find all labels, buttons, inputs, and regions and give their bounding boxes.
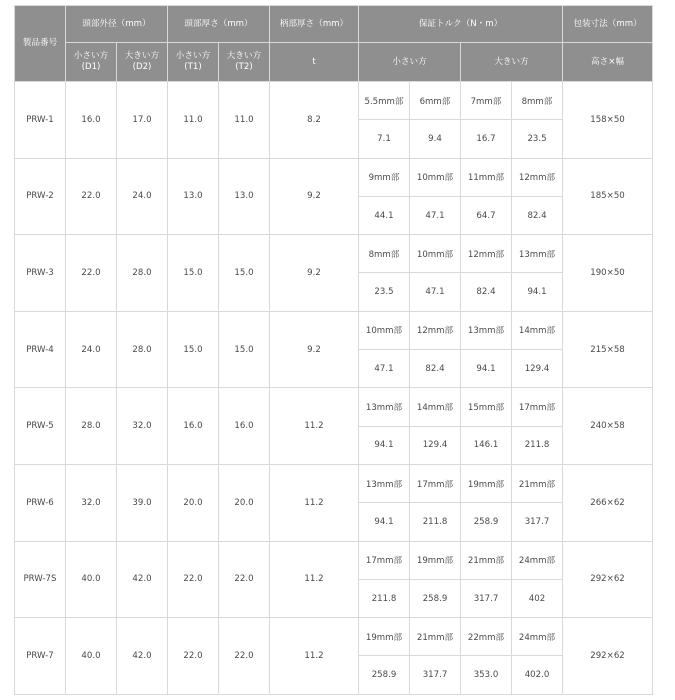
size-cell: 10mm部 bbox=[410, 158, 461, 196]
t1-cell: 22.0 bbox=[168, 541, 219, 618]
t2-cell: 20.0 bbox=[219, 464, 270, 541]
size-cell: 21mm部 bbox=[512, 464, 563, 502]
size-cell: 8mm部 bbox=[359, 235, 410, 273]
spec-table bbox=[14, 5, 653, 695]
size-cell: 6mm部 bbox=[410, 82, 461, 120]
header-head-thickness: 頭部厚さ（mm） bbox=[168, 6, 270, 43]
d1-cell: 16.0 bbox=[66, 82, 117, 159]
table-header bbox=[15, 6, 653, 82]
t1-cell: 16.0 bbox=[168, 388, 219, 465]
torque-cell: 47.1 bbox=[410, 196, 461, 234]
package-cell: 158×50 bbox=[563, 82, 653, 159]
t1-cell: 20.0 bbox=[168, 464, 219, 541]
torque-cell: 64.7 bbox=[461, 196, 512, 234]
torque-cell: 146.1 bbox=[461, 426, 512, 464]
header-d1-label: 小さい方 bbox=[73, 51, 109, 62]
t2-cell: 16.0 bbox=[219, 388, 270, 465]
torque-cell: 44.1 bbox=[359, 196, 410, 234]
t-cell: 9.2 bbox=[270, 311, 359, 388]
torque-cell: 317.7 bbox=[512, 503, 563, 541]
header-t2-label: 大きい方 bbox=[226, 51, 262, 62]
size-cell: 13mm部 bbox=[359, 464, 410, 502]
product-cell: PRW-3 bbox=[15, 235, 66, 312]
table-row bbox=[15, 464, 653, 502]
product-cell: PRW-6 bbox=[15, 464, 66, 541]
header-handle-thickness: 柄部厚さ（mm） bbox=[270, 6, 359, 43]
size-cell: 22mm部 bbox=[461, 618, 512, 656]
table-row bbox=[15, 311, 653, 349]
table-body bbox=[15, 82, 653, 695]
table-row bbox=[15, 541, 653, 579]
package-cell: 215×58 bbox=[563, 311, 653, 388]
size-cell: 10mm部 bbox=[359, 311, 410, 349]
t2-cell: 13.0 bbox=[219, 158, 270, 235]
size-cell: 13mm部 bbox=[461, 311, 512, 349]
torque-cell: 129.4 bbox=[512, 350, 563, 388]
size-cell: 24mm部 bbox=[512, 541, 563, 579]
d2-cell: 24.0 bbox=[117, 158, 168, 235]
t1-cell: 22.0 bbox=[168, 618, 219, 695]
t-cell: 11.2 bbox=[270, 464, 359, 541]
d2-cell: 17.0 bbox=[117, 82, 168, 159]
size-cell: 9mm部 bbox=[359, 158, 410, 196]
header-torque: 保証トルク（N・m） bbox=[359, 6, 563, 43]
torque-cell: 258.9 bbox=[359, 656, 410, 694]
torque-cell: 23.5 bbox=[359, 273, 410, 311]
size-cell: 10mm部 bbox=[410, 235, 461, 273]
d1-cell: 28.0 bbox=[66, 388, 117, 465]
d2-cell: 39.0 bbox=[117, 464, 168, 541]
product-cell: PRW-7 bbox=[15, 618, 66, 695]
d1-cell: 40.0 bbox=[66, 618, 117, 695]
t-cell: 8.2 bbox=[270, 82, 359, 159]
header-package-sub: 高さ×幅 bbox=[563, 43, 653, 82]
torque-cell: 94.1 bbox=[359, 426, 410, 464]
size-cell: 19mm部 bbox=[410, 541, 461, 579]
torque-cell: 94.1 bbox=[461, 350, 512, 388]
d1-cell: 32.0 bbox=[66, 464, 117, 541]
header-head-diameter: 頭部外径（mm） bbox=[66, 6, 168, 43]
d1-cell: 40.0 bbox=[66, 541, 117, 618]
d2-cell: 42.0 bbox=[117, 541, 168, 618]
header-d2 bbox=[117, 43, 168, 82]
table-row bbox=[15, 82, 653, 120]
torque-cell: 82.4 bbox=[410, 350, 461, 388]
size-cell: 19mm部 bbox=[461, 464, 512, 502]
torque-cell: 16.7 bbox=[461, 120, 512, 158]
header-t1-code: (T1) bbox=[184, 62, 202, 72]
package-cell: 292×62 bbox=[563, 618, 653, 695]
d2-cell: 32.0 bbox=[117, 388, 168, 465]
product-cell: PRW-5 bbox=[15, 388, 66, 465]
torque-cell: 23.5 bbox=[512, 120, 563, 158]
t1-cell: 11.0 bbox=[168, 82, 219, 159]
header-torque-large: 大きい方 bbox=[461, 43, 563, 82]
torque-cell: 211.8 bbox=[410, 503, 461, 541]
size-cell: 21mm部 bbox=[410, 618, 461, 656]
t1-cell: 15.0 bbox=[168, 311, 219, 388]
torque-cell: 9.4 bbox=[410, 120, 461, 158]
torque-cell: 211.8 bbox=[512, 426, 563, 464]
d1-cell: 22.0 bbox=[66, 158, 117, 235]
size-cell: 8mm部 bbox=[512, 82, 563, 120]
d2-cell: 28.0 bbox=[117, 311, 168, 388]
size-cell: 11mm部 bbox=[461, 158, 512, 196]
torque-cell: 47.1 bbox=[359, 350, 410, 388]
torque-cell: 94.1 bbox=[512, 273, 563, 311]
table-row bbox=[15, 158, 653, 196]
size-cell: 12mm部 bbox=[410, 311, 461, 349]
t1-cell: 15.0 bbox=[168, 235, 219, 312]
header-d2-code: (D2) bbox=[132, 62, 152, 72]
product-cell: PRW-7S bbox=[15, 541, 66, 618]
size-cell: 24mm部 bbox=[512, 618, 563, 656]
size-cell: 5.5mm部 bbox=[359, 82, 410, 120]
product-cell: PRW-4 bbox=[15, 311, 66, 388]
size-cell: 17mm部 bbox=[512, 388, 563, 426]
size-cell: 13mm部 bbox=[359, 388, 410, 426]
t1-cell: 13.0 bbox=[168, 158, 219, 235]
header-t2 bbox=[219, 43, 270, 82]
t2-cell: 22.0 bbox=[219, 618, 270, 695]
size-cell: 14mm部 bbox=[410, 388, 461, 426]
table-row bbox=[15, 235, 653, 273]
torque-cell: 7.1 bbox=[359, 120, 410, 158]
package-cell: 240×58 bbox=[563, 388, 653, 465]
d1-cell: 22.0 bbox=[66, 235, 117, 312]
size-cell: 7mm部 bbox=[461, 82, 512, 120]
package-cell: 292×62 bbox=[563, 541, 653, 618]
size-cell: 17mm部 bbox=[359, 541, 410, 579]
product-cell: PRW-1 bbox=[15, 82, 66, 159]
package-cell: 190×50 bbox=[563, 235, 653, 312]
torque-cell: 47.1 bbox=[410, 273, 461, 311]
size-cell: 13mm部 bbox=[512, 235, 563, 273]
torque-cell: 82.4 bbox=[461, 273, 512, 311]
table-row bbox=[15, 388, 653, 426]
table-row bbox=[15, 618, 653, 656]
torque-cell: 402 bbox=[512, 579, 563, 617]
t2-cell: 15.0 bbox=[219, 311, 270, 388]
header-d1-code: (D1) bbox=[81, 62, 101, 72]
torque-cell: 258.9 bbox=[410, 579, 461, 617]
torque-cell: 317.7 bbox=[410, 656, 461, 694]
size-cell: 15mm部 bbox=[461, 388, 512, 426]
size-cell: 21mm部 bbox=[461, 541, 512, 579]
torque-cell: 402.0 bbox=[512, 656, 563, 694]
t2-cell: 15.0 bbox=[219, 235, 270, 312]
package-cell: 266×62 bbox=[563, 464, 653, 541]
header-t1 bbox=[168, 43, 219, 82]
torque-cell: 94.1 bbox=[359, 503, 410, 541]
d2-cell: 28.0 bbox=[117, 235, 168, 312]
size-cell: 12mm部 bbox=[461, 235, 512, 273]
t-cell: 11.2 bbox=[270, 618, 359, 695]
torque-cell: 129.4 bbox=[410, 426, 461, 464]
torque-cell: 211.8 bbox=[359, 579, 410, 617]
header-d2-label: 大きい方 bbox=[124, 51, 160, 62]
size-cell: 19mm部 bbox=[359, 618, 410, 656]
torque-cell: 82.4 bbox=[512, 196, 563, 234]
t-cell: 11.2 bbox=[270, 388, 359, 465]
t2-cell: 22.0 bbox=[219, 541, 270, 618]
size-cell: 12mm部 bbox=[512, 158, 563, 196]
t-cell: 11.2 bbox=[270, 541, 359, 618]
header-product: 製品番号 bbox=[15, 6, 66, 82]
header-t1-label: 小さい方 bbox=[175, 51, 211, 62]
d2-cell: 42.0 bbox=[117, 618, 168, 695]
t-cell: 9.2 bbox=[270, 235, 359, 312]
header-package: 包装寸法（mm） bbox=[563, 6, 653, 43]
torque-cell: 258.9 bbox=[461, 503, 512, 541]
torque-cell: 353.0 bbox=[461, 656, 512, 694]
header-d1 bbox=[66, 43, 117, 82]
torque-cell: 317.7 bbox=[461, 579, 512, 617]
header-torque-small: 小さい方 bbox=[359, 43, 461, 82]
size-cell: 14mm部 bbox=[512, 311, 563, 349]
t-cell: 9.2 bbox=[270, 158, 359, 235]
d1-cell: 24.0 bbox=[66, 311, 117, 388]
header-t: t bbox=[270, 43, 359, 82]
header-t2-code: (T2) bbox=[235, 62, 253, 72]
product-cell: PRW-2 bbox=[15, 158, 66, 235]
package-cell: 185×50 bbox=[563, 158, 653, 235]
t2-cell: 11.0 bbox=[219, 82, 270, 159]
size-cell: 17mm部 bbox=[410, 464, 461, 502]
